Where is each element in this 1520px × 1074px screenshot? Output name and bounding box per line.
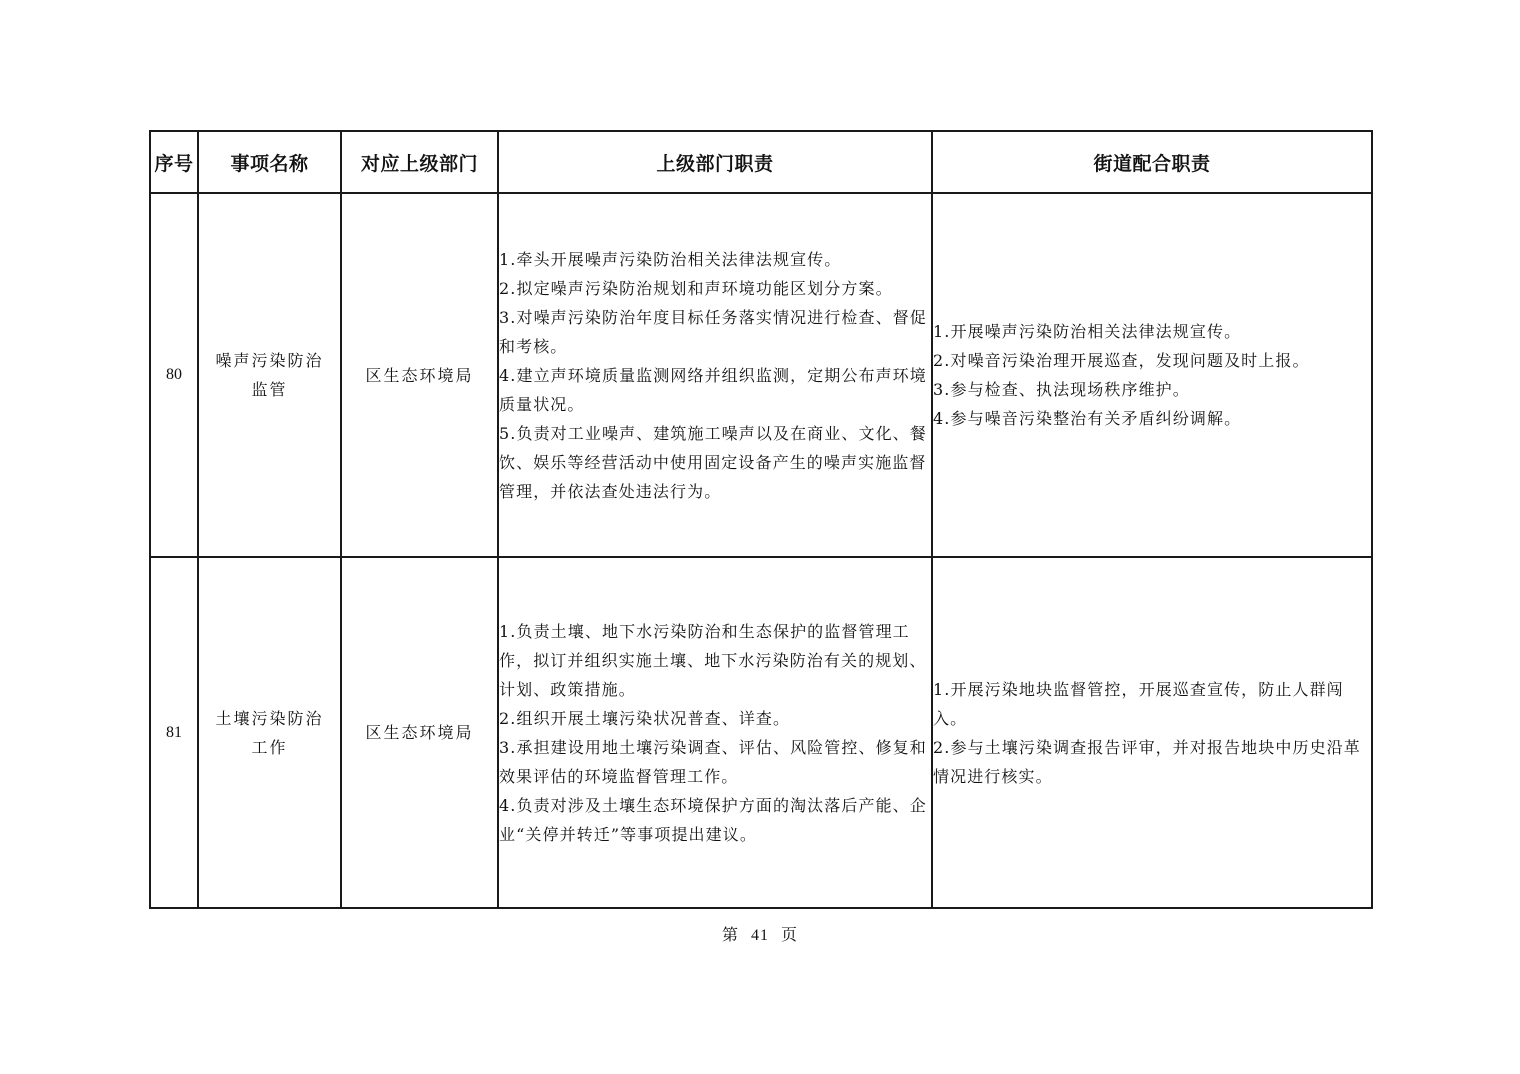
header-upper-duties: 上级部门职责 xyxy=(498,131,932,193)
item-name-text: 噪声污染防治监管 xyxy=(215,351,324,399)
table-row xyxy=(150,193,1372,557)
upper-duty-item: 3.对噪声污染防治年度目标任务落实情况进行检查、督促和考核。 xyxy=(499,307,927,356)
header-no: 序号 xyxy=(150,131,198,193)
table-header-row xyxy=(150,131,1372,193)
footer-suffix: 页 xyxy=(781,927,799,944)
upper-duties xyxy=(498,557,932,908)
upper-duty-item: 5.负责对工业噪声、建筑施工噪声以及在商业、文化、餐饮、娱乐等经营活动中使用固定设备产生的噪声实施监督管理，并依法查处违法行为。 xyxy=(499,423,927,501)
header-street-duties: 街道配合职责 xyxy=(932,131,1372,193)
department: 区生态环境局 xyxy=(341,557,498,908)
street-duty-item: 1.开展噪声污染防治相关法律法规宣传。 xyxy=(933,322,1242,341)
street-duty-item: 1.开展污染地块监督管控，开展巡查宣传，防止人群闯入。 xyxy=(933,679,1344,728)
item-name-text: 土壤污染防治工作 xyxy=(215,708,324,757)
row-number: 81 xyxy=(150,557,198,908)
row-number: 80 xyxy=(150,193,198,557)
header-department: 对应上级部门 xyxy=(341,131,498,193)
item-name xyxy=(198,557,341,908)
street-duty-item: 3.参与检查、执法现场秩序维护。 xyxy=(933,380,1190,399)
upper-duties xyxy=(498,193,932,557)
upper-duty-item: 1.负责土壤、地下水污染防治和生态保护的监督管理工作，拟订并组织实施土壤、地下水污染防治有关的规划、计划、政策措施。 xyxy=(499,621,927,699)
header-item-name: 事项名称 xyxy=(198,131,341,193)
page-number: 41 xyxy=(751,927,769,944)
upper-duty-item: 1.牵头开展噪声污染防治相关法律法规宣传。 xyxy=(499,249,842,269)
street-duty-item: 2.对噪音污染治理开展巡查，发现问题及时上报。 xyxy=(933,351,1310,370)
department: 区生态环境局 xyxy=(341,193,498,557)
street-duties xyxy=(932,193,1372,557)
street-duty-item: 2.参与土壤污染调查报告评审，并对报告地块中历史沿革情况进行核实。 xyxy=(933,737,1361,786)
upper-duty-item: 4.负责对涉及土壤生态环境保护方面的淘汰落后产能、企业“关停并转迁”等事项提出建议。 xyxy=(499,795,927,844)
upper-duty-item: 3.承担建设用地土壤污染调查、评估、风险管控、修复和效果评估的环境监督管理工作。 xyxy=(499,737,927,786)
upper-duty-item: 2.组织开展土壤污染状况普查、详查。 xyxy=(499,708,791,728)
footer-prefix: 第 xyxy=(721,927,739,944)
table-row xyxy=(150,557,1372,908)
responsibility-table xyxy=(149,130,1373,909)
street-duty-item: 4.参与噪音污染整治有关矛盾纠纷调解。 xyxy=(933,409,1242,428)
page-footer xyxy=(0,922,1520,945)
upper-duty-item: 4.建立声环境质量监测网络并组织监测，定期公布声环境质量状况。 xyxy=(499,365,927,414)
upper-duty-item: 2.拟定噪声污染防治规划和声环境功能区划分方案。 xyxy=(499,278,893,298)
item-name xyxy=(198,193,341,557)
street-duties xyxy=(932,557,1372,908)
